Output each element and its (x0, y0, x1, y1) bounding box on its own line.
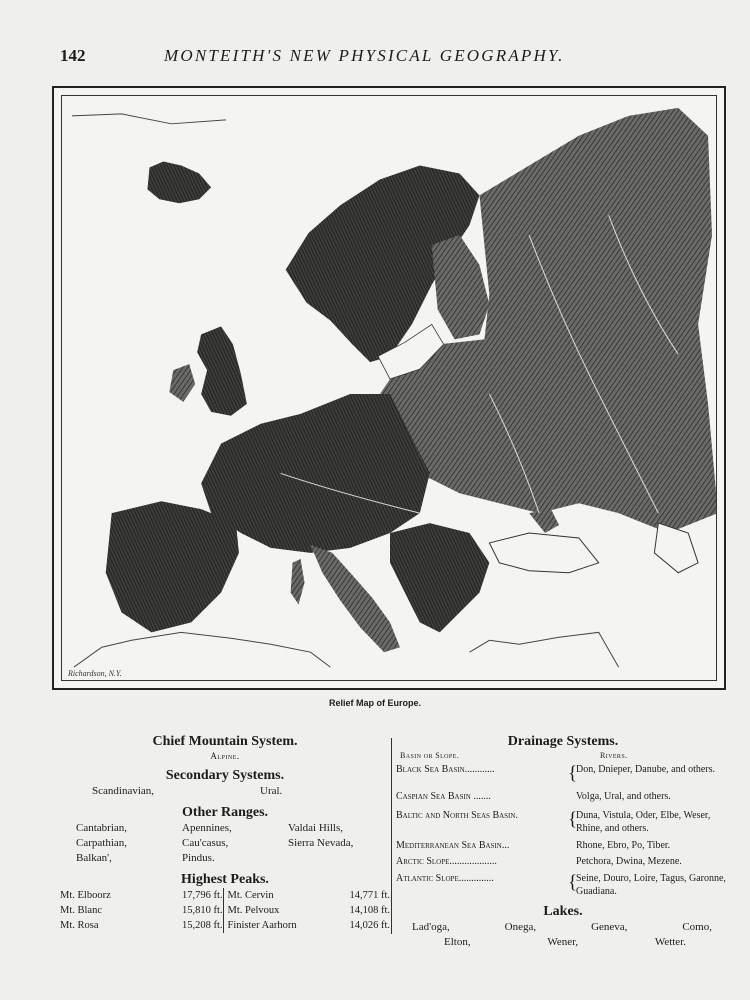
basin-rivers: Don, Dnieper, Danube, and others. (576, 764, 716, 775)
basin-rivers: Petchora, Dwina, Mezene. (576, 856, 682, 867)
basin-name: Atlantic Slope.............. (396, 873, 494, 884)
drainage-row (396, 855, 730, 868)
secondary-systems-title: Secondary Systems. (165, 768, 285, 783)
europe-relief-illustration (62, 96, 716, 680)
peak-height: 17,796 ft. (181, 890, 223, 901)
drainage-row (396, 809, 730, 835)
lakes-row (396, 935, 730, 950)
peaks-column-right (223, 888, 391, 933)
running-title: MONTEITH'S NEW PHYSICAL GEOGRAPHY. (164, 46, 565, 65)
range-name: Cantabrian, (76, 822, 128, 834)
map-caption: Relief Map of Europe. (328, 698, 421, 708)
peak-name: Mt. Elboorz (60, 890, 111, 901)
peaks-column-left (60, 888, 223, 933)
highest-peaks-title: Highest Peaks. (181, 872, 269, 887)
peak-name: Finister Aarhorn (227, 920, 297, 931)
highest-peaks-table (60, 888, 390, 933)
basin-rivers: Seine, Douro, Loire, Tagus, Garonne, Guadiana. (576, 873, 726, 897)
chief-mountain-title: Chief Mountain System. (152, 734, 298, 749)
peak-name: Mt. Pelvoux (227, 905, 280, 916)
range-name: Valdai Hills, (288, 822, 343, 834)
page-header (52, 44, 702, 70)
basin-rivers: Volga, Ural, and others. (576, 791, 671, 802)
basin-name: Mediterranean Sea Basin... (396, 840, 510, 851)
range-name: Apennines, (182, 822, 232, 834)
lake-name: Elton, (444, 936, 471, 948)
drainage-systems-section (396, 734, 730, 950)
drainage-row (396, 872, 730, 898)
peak-row (228, 918, 391, 933)
other-ranges-title: Other Ranges. (181, 805, 269, 820)
peak-name: Mt. Rosa (60, 920, 99, 931)
relief-map (52, 86, 726, 690)
range-name: Cau'casus, (182, 837, 229, 849)
drainage-systems-title: Drainage Systems. (507, 734, 619, 749)
other-ranges-row (60, 851, 390, 866)
peak-name: Mt. Cervin (227, 890, 274, 901)
brace-glyph: { (568, 809, 578, 830)
basin-name: Black Sea Basin............ (396, 764, 495, 775)
basin-column-header: Basin or Slope. (400, 751, 460, 760)
drainage-row (396, 839, 730, 852)
mountain-systems-section (60, 734, 390, 933)
basin-name: Arctic Slope................... (396, 856, 497, 867)
peak-name: Mt. Blanc (60, 905, 102, 916)
peak-row (60, 903, 223, 918)
peak-height: 14,026 ft. (349, 920, 390, 931)
chief-mountain-value: Alpine. (210, 751, 240, 761)
lakes-title: Lakes. (543, 904, 583, 919)
peak-row (228, 903, 391, 918)
lake-name: Lad'oga, (412, 921, 450, 933)
lake-name: Geneva, (591, 921, 628, 933)
lake-name: Onega, (504, 921, 537, 933)
peak-row (60, 918, 223, 933)
lake-name: Como, (682, 921, 712, 933)
lakes-row (396, 920, 730, 935)
peak-height: 15,208 ft. (181, 920, 223, 931)
other-ranges-row (60, 836, 390, 851)
lake-name: Wener, (547, 936, 579, 948)
secondary-systems-list (60, 784, 390, 799)
secondary-system: Scandinavian, (92, 785, 155, 797)
column-divider (391, 738, 392, 934)
drainage-row (396, 790, 730, 803)
range-name: Balkan', (76, 852, 112, 864)
range-name: Carpathian, (76, 837, 128, 849)
range-name: Pindus. (182, 852, 215, 864)
basin-name: Baltic and North Seas Basin. (396, 810, 518, 821)
drainage-row (396, 763, 730, 786)
brace-glyph: { (568, 872, 578, 893)
secondary-system: Ural. (260, 785, 283, 797)
basin-rivers: Rhone, Ebro, Po, Tiber. (576, 840, 671, 851)
peak-height: 14,108 ft. (349, 905, 390, 916)
rivers-column-header: Rivers. (600, 751, 628, 760)
peak-row (60, 888, 223, 903)
brace-glyph: { (568, 763, 578, 784)
lake-name: Wetter. (654, 936, 686, 948)
basin-name: Caspian Sea Basin ....... (396, 791, 491, 802)
other-ranges-grid (60, 821, 390, 866)
basin-rivers: Duna, Vistula, Oder, Elbe, Weser, Rhine, and others. (576, 810, 711, 834)
map-inner-border (61, 95, 717, 681)
peak-height: 15,810 ft. (181, 905, 223, 916)
engraver-signature: Richardson, N.Y. (68, 669, 122, 678)
range-name: Sierra Nevada, (288, 837, 354, 849)
peak-row (228, 888, 391, 903)
peak-height: 14,771 ft. (349, 890, 390, 901)
drainage-column-headers (396, 750, 730, 761)
page-number: 142 (60, 46, 86, 65)
other-ranges-row (60, 821, 390, 836)
